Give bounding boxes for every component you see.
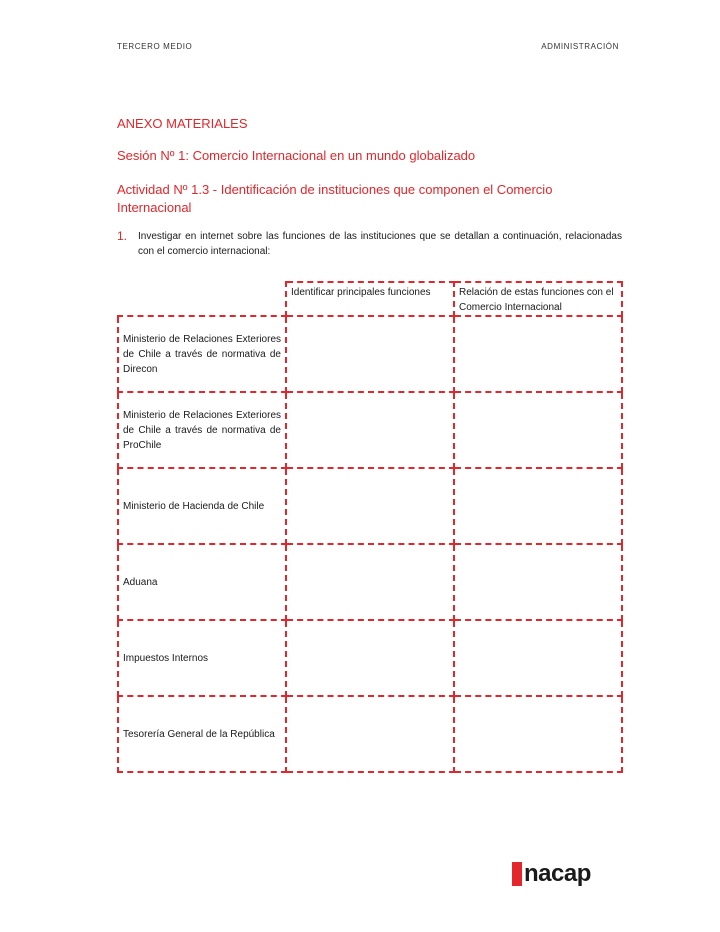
institution-cell: Ministerio de Relaciones Exteriores de Chile a través de normativa de ProChile <box>118 392 286 468</box>
institution-cell: Impuestos Internos <box>118 620 286 696</box>
relation-answer-cell[interactable] <box>454 696 622 772</box>
functions-answer-cell[interactable] <box>286 544 454 620</box>
relation-answer-cell[interactable] <box>454 392 622 468</box>
relation-answer-cell[interactable] <box>454 468 622 544</box>
table-row <box>118 316 622 392</box>
instruction-text: Investigar en internet sobre las funciones de las instituciones que se detallan a continuación, relacionadas con el comercio internacional: <box>138 231 622 257</box>
header-course: TERCERO MEDIO <box>117 42 193 51</box>
session-title: Sesión Nº 1: Comercio Internacional en un mundo globalizado <box>117 148 476 163</box>
logo-mark-icon <box>512 862 522 886</box>
section-title: ANEXO MATERIALES <box>117 116 248 131</box>
institution-cell: Ministerio de Hacienda de Chile <box>118 468 286 544</box>
column-header-functions: Identificar principales funciones <box>286 282 454 316</box>
functions-answer-cell[interactable] <box>286 316 454 392</box>
functions-answer-cell[interactable] <box>286 392 454 468</box>
table-row <box>118 696 622 772</box>
functions-answer-cell[interactable] <box>286 620 454 696</box>
table-row <box>118 392 622 468</box>
relation-answer-cell[interactable] <box>454 316 622 392</box>
relation-answer-cell[interactable] <box>454 620 622 696</box>
relation-answer-cell[interactable] <box>454 544 622 620</box>
instruction-number: 1. <box>117 229 128 243</box>
header-corner-cell <box>118 282 286 316</box>
functions-answer-cell[interactable] <box>286 696 454 772</box>
column-header-relation: Relación de estas funciones con el Comercio Internacional <box>454 282 622 316</box>
institutions-table <box>117 281 623 773</box>
table-header-row <box>118 282 622 316</box>
institution-cell: Aduana <box>118 544 286 620</box>
table-row <box>118 544 622 620</box>
functions-answer-cell[interactable] <box>286 468 454 544</box>
institution-cell: Tesorería General de la República <box>118 696 286 772</box>
table-row <box>118 468 622 544</box>
activity-title: Actividad Nº 1.3 - Identificación de instituciones que componen el Comercio Internacional <box>117 182 553 215</box>
logo-wordmark: nacap <box>524 860 591 887</box>
header-subject: ADMINISTRACIÓN <box>541 42 619 51</box>
inacap-logo <box>512 860 591 888</box>
institution-cell: Ministerio de Relaciones Exteriores de Chile a través de normativa de Direcon <box>118 316 286 392</box>
table-row <box>118 620 622 696</box>
instruction-item <box>117 229 622 259</box>
